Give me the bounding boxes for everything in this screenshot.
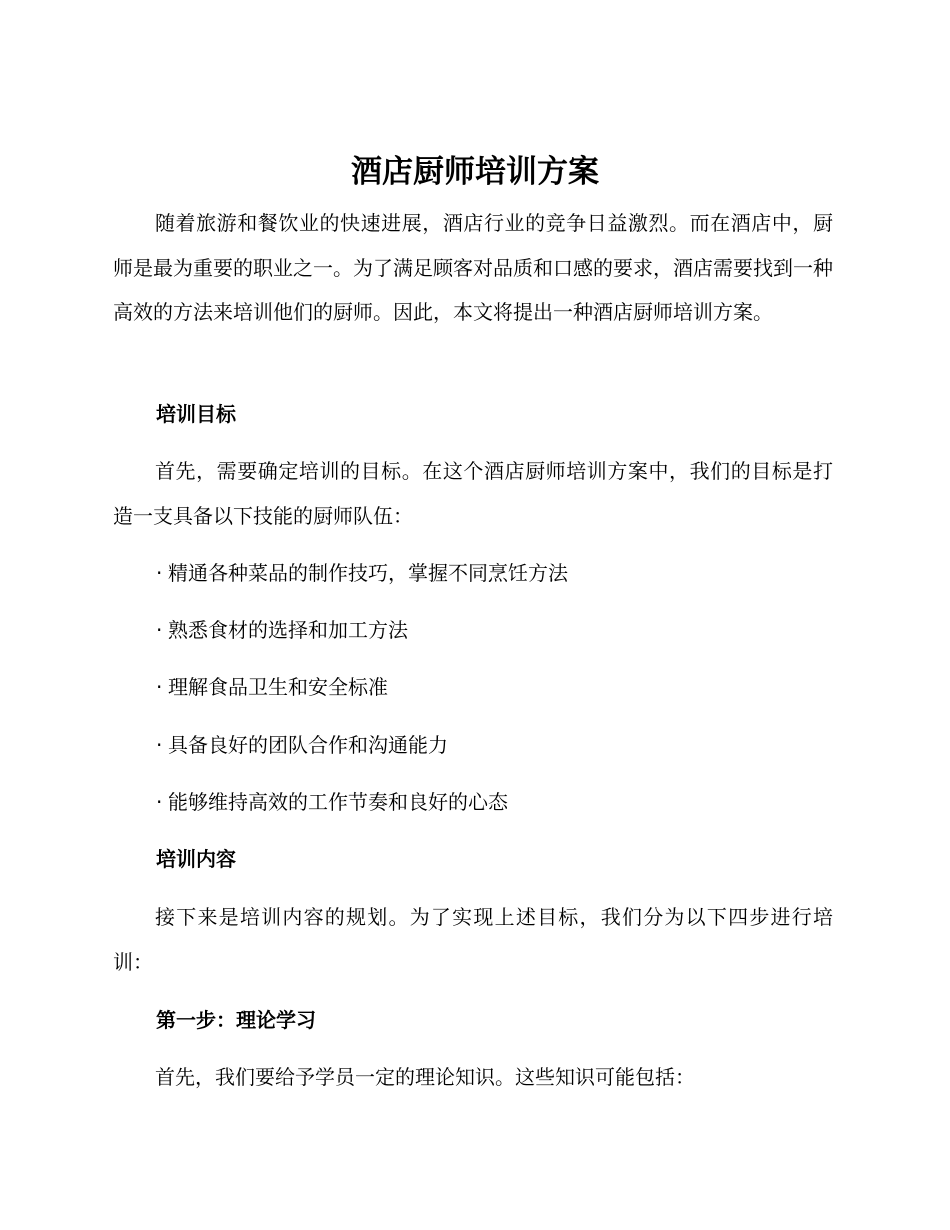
theory-paragraph-block bbox=[113, 1055, 833, 1100]
bullet-dot: · bbox=[156, 561, 163, 585]
intro-paragraph-block bbox=[113, 201, 833, 335]
goals-paragraph-block bbox=[113, 449, 833, 538]
document-title: 酒店厨师培训方案 bbox=[351, 154, 599, 190]
goal-bullet-text: 能够维持高效的工作节奏和良好的心态 bbox=[168, 790, 508, 814]
goal-bullet-item bbox=[156, 672, 388, 702]
goal-bullet-text: 具备良好的团队合作和沟通能力 bbox=[168, 733, 448, 757]
content-paragraph-block bbox=[113, 895, 833, 984]
goal-bullet-text: 精通各种菜品的制作技巧，掌握不同烹饪方法 bbox=[168, 561, 568, 585]
step-heading-theory: 第一步：理论学习 bbox=[156, 1008, 316, 1032]
goal-bullet-text: 理解食品卫生和安全标准 bbox=[168, 675, 388, 699]
bullet-dot: · bbox=[156, 618, 163, 642]
bullet-dot: · bbox=[156, 675, 163, 699]
goal-bullet-item bbox=[156, 615, 408, 645]
goal-bullet-text: 熟悉食材的选择和加工方法 bbox=[168, 618, 408, 642]
section-heading-goals: 培训目标 bbox=[156, 402, 236, 426]
goal-bullet-item bbox=[156, 558, 568, 588]
content-paragraph: 接下来是培训内容的规划。为了实现上述目标，我们分为以下四步进行培训： bbox=[113, 905, 833, 974]
theory-paragraph: 首先，我们要给予学员一定的理论知识。这些知识可能包括： bbox=[155, 1065, 695, 1089]
bullet-dot: · bbox=[156, 790, 163, 814]
goal-bullet-item bbox=[156, 730, 448, 760]
goal-bullet-item bbox=[156, 787, 508, 817]
bullet-dot: · bbox=[156, 733, 163, 757]
section-heading-content: 培训内容 bbox=[156, 847, 236, 871]
intro-paragraph: 随着旅游和餐饮业的快速进展，酒店行业的竞争日益激烈。而在酒店中，厨师是最为重要的职业之一。为了满足顾客对品质和口感的要求，酒店需要找到一种高效的方法来培训他们的厨师。因此，本文将提出一种酒店厨师培训方案。 bbox=[113, 211, 833, 324]
goals-paragraph: 首先，需要确定培训的目标。在这个酒店厨师培训方案中，我们的目标是打造一支具备以下技能的厨师队伍： bbox=[113, 459, 833, 528]
